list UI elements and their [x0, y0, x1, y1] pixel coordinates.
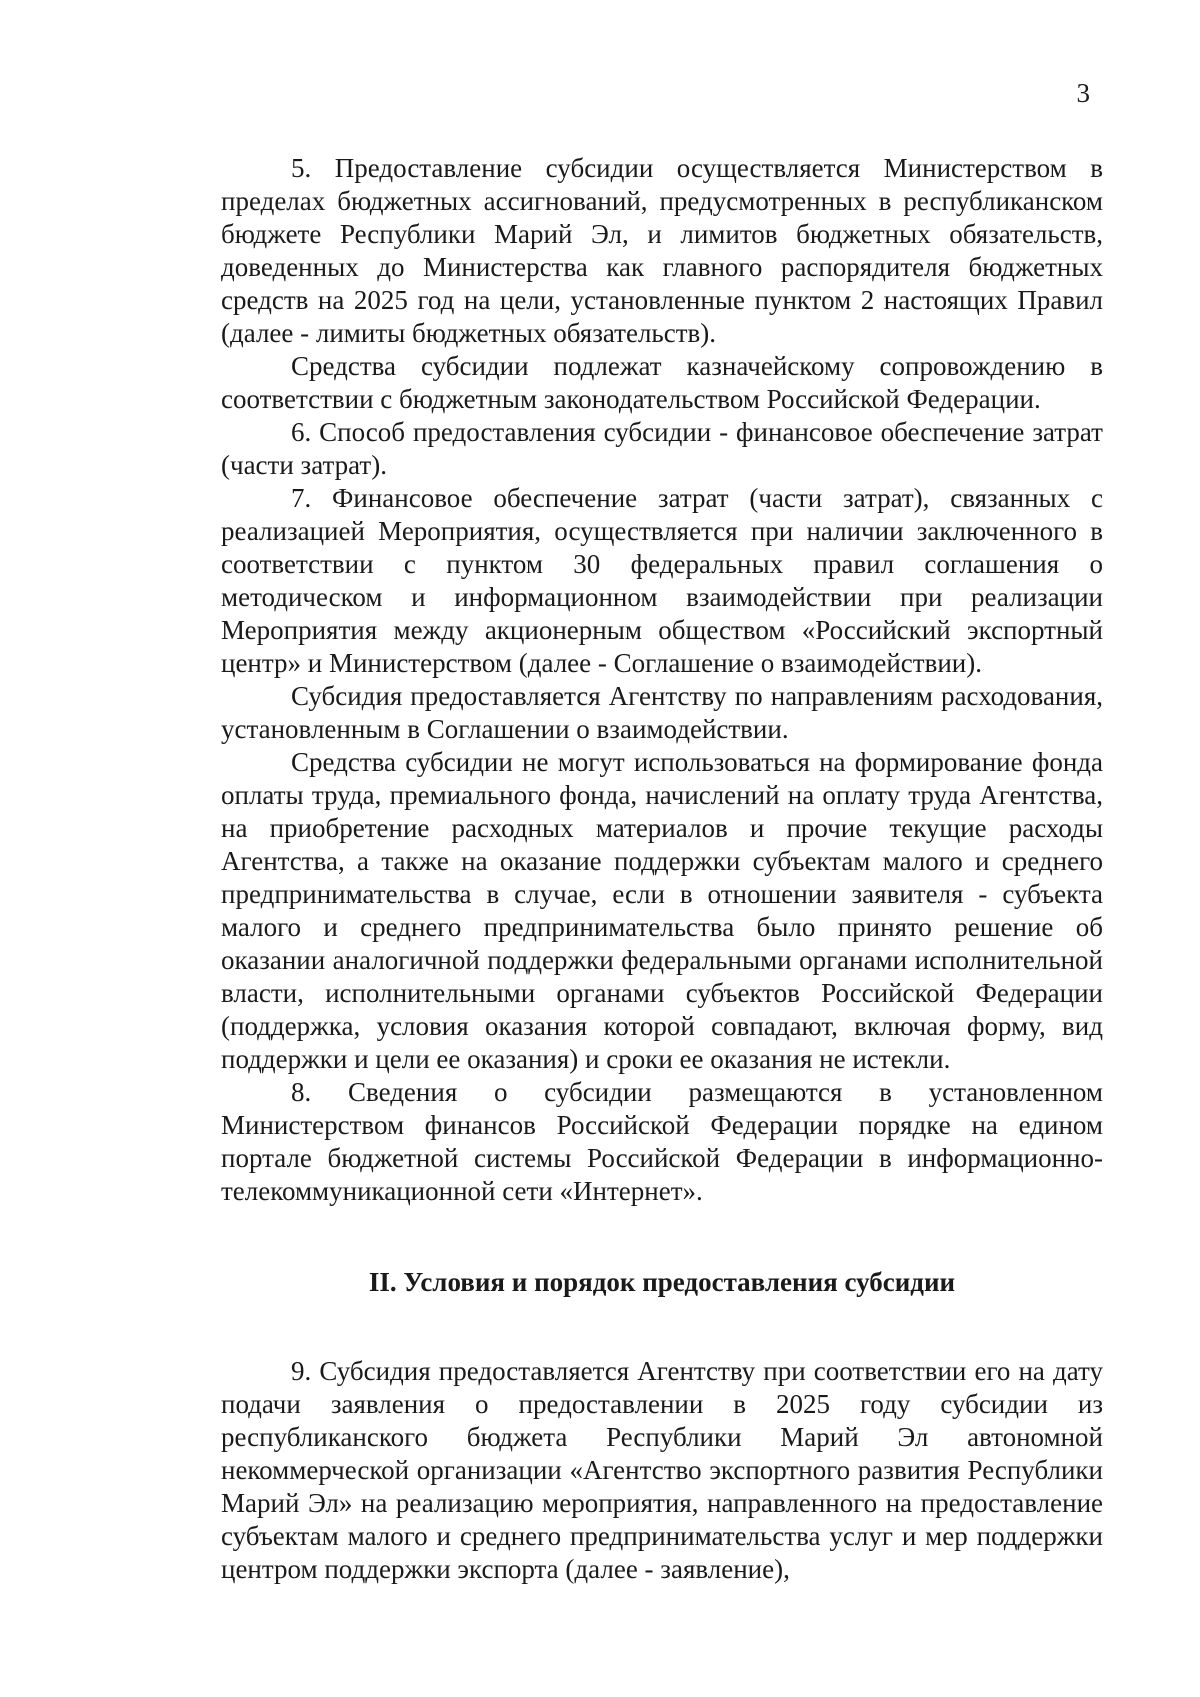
paragraph-6: 6. Способ предоставления субсидии - финансовое обеспечение затрат (части затрат). [221, 417, 1103, 480]
page-number: 3 [1076, 78, 1090, 108]
paragraph-subsidy-directions: Субсидия предоставляется Агентству по направлениям расходования, установленным в Соглашении о взаимодействии. [221, 681, 1103, 744]
paragraph-subsidy-restrictions: Средства субсидии не могут использоваться на формирование фонда оплаты труда, премиального фонда, начислений на оплату труда Агентства, на приобретение расходных материалов и прочие текущие расходы Агентства, а также на оказание поддержки субъектам малого и среднего предпринимательства в случае, если в отношении заявителя - субъекта малого и среднего предпринимательства было принято решение об оказании аналогичной поддержки федеральными органами исполнительной власти, исполнительными органами субъектов Российской Федерации (поддержка, условия оказания которой совпадают, включая форму, вид поддержки и цели ее оказания) и сроки ее оказания не истекли. [221, 747, 1103, 1074]
document-body [221, 152, 1103, 1586]
paragraph-7: 7. Финансовое обеспечение затрат (части затрат), связанных с реализацией Мероприятия, осуществляется при наличии заключенного в соответствии с пунктом 30 федеральных правил соглашения о методическом и информационном взаимодействии при реализации Мероприятия между акционерным обществом «Российский экспортный центр» и Министерством (далее - Соглашение о взаимодействии). [221, 483, 1103, 678]
paragraph-5: 5. Предоставление субсидии осуществляется Министерством в пределах бюджетных ассигнований, предусмотренных в республиканском бюджете Республики Марий Эл, и лимитов бюджетных обязательств, доведенных до Министерства как главного распорядителя бюджетных средств на 2025 год на цели, установленные пунктом 2 настоящих Правил (далее - лимиты бюджетных обязательств). [221, 153, 1103, 348]
section-heading: II. Условия и порядок предоставления субсидии [368, 1267, 956, 1297]
paragraph-treasury-support: Средства субсидии подлежат казначейскому сопровождению в соответствии с бюджетным законодательством Российской Федерации. [221, 351, 1103, 414]
paragraph-8: 8. Сведения о субсидии размещаются в установленном Министерством финансов Российской Федерации порядке на едином портале бюджетной системы Российской Федерации в информационно-телекоммуникационной сети «Интернет». [221, 1077, 1103, 1206]
paragraph-9: 9. Субсидия предоставляется Агентству при соответствии его на дату подачи заявления о предоставлении в 2025 году субсидии из республиканского бюджета Республики Марий Эл автономной некоммерческой организации «Агентство экспортного развития Республики Марий Эл» на реализацию мероприятия, направленного на предоставление субъектам малого и среднего предпринимательства услуг и мер поддержки центром поддержки экспорта (далее - заявление), [221, 1356, 1103, 1584]
